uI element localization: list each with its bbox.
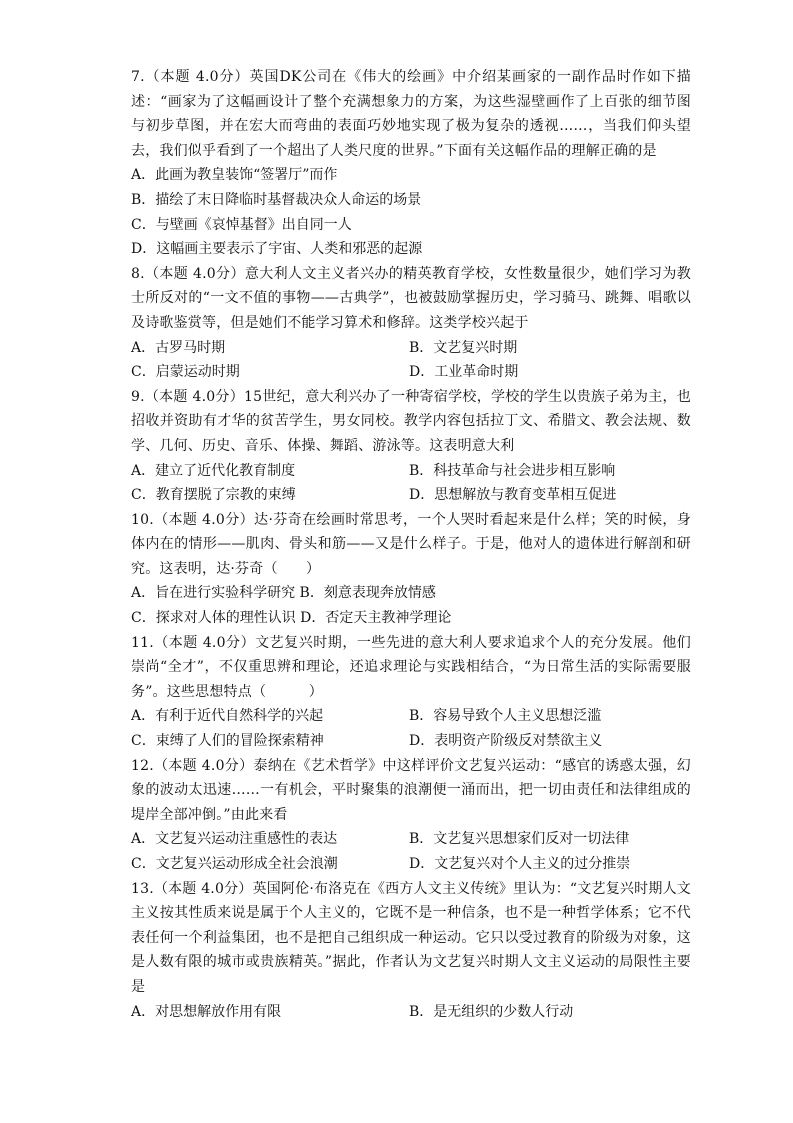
question-8 (131, 262, 691, 385)
question-stem: 9.（本题 4.0分）15世纪，意大利兴办了一种寄宿学校，学校的学生以贵族子弟为主，也招收并资助有才华的贫苦学生，男女同校。教学内容包括拉丁文、希腊文、教会法规、数学、几何、历史、音乐、体操、舞蹈、游泳等。这表明意大利 (131, 388, 691, 454)
option-a: A．文艺复兴运动注重感性的表达 (131, 831, 338, 848)
option-d: D．思想解放与教育变革相互促进 (409, 487, 617, 504)
option-list (131, 163, 691, 261)
question-stem: 11.（本题 4.0分）文艺复兴时期，一些先进的意大利人要求追求个人的充分发展。他们崇尚“全才”，不仅重思辨和理论，还追求理论与实践相结合，“为日常生活的实际需要服务”。这些思想特点（ ） (131, 634, 691, 700)
option-row-ab: A．旨在进行实验科学研究 B．刻意表现奔放情感 (131, 585, 436, 602)
option-d: D．工业革命时期 (409, 364, 519, 381)
option-b: B．科技革命与社会进步相互影响 (409, 462, 616, 479)
option-b: B．描绘了末日降临时基督裁决众人命运的场景 (131, 191, 422, 208)
option-b: B．文艺复兴时期 (409, 339, 518, 356)
option-d: D．表明资产阶级反对禁欲主义 (409, 733, 603, 750)
option-a: A．对思想解放作用有限 (131, 1003, 282, 1020)
option-c: C．教育摆脱了宗教的束缚 (131, 487, 296, 504)
option-list (131, 336, 691, 385)
question-stem: 13.（本题 4.0分）英国阿伦·布洛克在《西方人文主义传统》里认为：“文艺复兴时期人文主义按其性质来说是属于个人主义的，它既不是一种信条，也不是一种哲学体系；它不代表任何一个利益集团，也不是把自己组织成一种运动。它只以受过教育的阶级为对象，这是人数有限的城市或贵族精英。”据此，作者认为文艺复兴时期人文主义运动的局限性主要是 (131, 880, 691, 995)
question-10 (131, 508, 691, 631)
question-list (131, 65, 691, 1024)
option-list (131, 704, 691, 753)
question-7 (131, 65, 691, 262)
option-b: B．文艺复兴思想家们反对一切法律 (409, 831, 630, 848)
question-11 (131, 631, 691, 754)
question-stem: 7.（本题 4.0分）英国DK公司在《伟大的绘画》中介绍某画家的一副作品时作如下描述：“画家为了这幅画设计了整个充满想象力的方案，为这些湿壁画作了上百张的细节图与初步草图，并在宏大而弯曲的表面巧妙地实现了极为复杂的透视……，当我们仰头望去，我们似乎看到了一个超出了人类尺度的世界。”下面有关这幅作品的理解正确的是 (131, 69, 691, 159)
option-c: C．文艺复兴运动形成全社会浪潮 (131, 856, 338, 872)
option-a: A．建立了近代化教育制度 (131, 462, 296, 479)
option-list (131, 827, 691, 876)
question-13 (131, 877, 691, 1025)
option-a: A．此画为教皇装饰“签署厅”而作 (131, 167, 338, 184)
question-stem: 10.（本题 4.0分）达·芬奇在绘画时常思考，一个人哭时看起来是什么样；笑的时候，身体内在的情形——肌肉、骨头和筋——又是什么样子。于是，他对人的遗体进行解剖和研究。这表明，达·芬奇（ ） (131, 511, 691, 577)
option-list (131, 459, 691, 508)
option-row-cd: C．探求对人体的理性认识 D．否定天主教神学理论 (131, 610, 452, 627)
option-b: B．是无组织的少数人行动 (409, 1003, 574, 1020)
option-a: A．有利于近代自然科学的兴起 (131, 708, 324, 725)
option-list (131, 581, 691, 630)
question-stem: 12.（本题 4.0分）泰纳在《艺术哲学》中这样评价文艺复兴运动：“感官的诱惑太强，幻象的波动太迅速……一有机会，平时聚集的浪潮便一涌而出，把一切由责任和法律组成的堤岸全部冲倒。”由此来看 (131, 757, 691, 823)
option-c: C．启蒙运动时期 (131, 364, 240, 381)
question-9 (131, 385, 691, 508)
question-12 (131, 754, 691, 877)
option-c: C．束缚了人们的冒险探索精神 (131, 733, 324, 750)
option-c: C．与壁画《哀悼基督》出自同一人 (131, 216, 352, 233)
option-d: D．文艺复兴对个人主义的过分推崇 (409, 856, 631, 872)
option-list (131, 1000, 691, 1025)
option-a: A．古罗马时期 (131, 339, 226, 356)
option-b: B．容易导致个人主义思想泛滥 (409, 708, 602, 725)
question-stem: 8.（本题 4.0分）意大利人文主义者兴办的精英教育学校，女性数量很少，她们学习为教士所反对的“一文不值的事物——古典学”，也被鼓励掌握历史，学习骑马、跳舞、唱歌以及诗歌鉴赏等，但是她们不能学习算术和修辞。这类学校兴起于 (131, 265, 691, 331)
option-d: D．这幅画主要表示了宇宙、人类和邪恶的起源 (131, 241, 423, 258)
